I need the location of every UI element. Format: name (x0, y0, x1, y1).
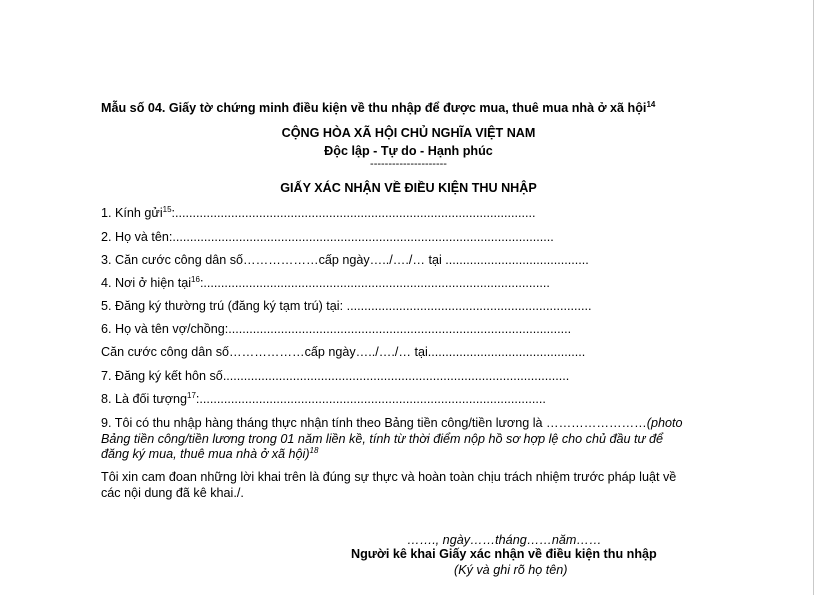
field-full-name: 2. Họ và tên:............................................................................................................. (101, 230, 554, 244)
divider: --------------------- (370, 158, 447, 170)
document-title: GIẤY XÁC NHẬN VỀ ĐIỀU KIỆN THU NHẬP (280, 181, 537, 195)
field-spouse-name: 6. Họ và tên vợ/chồng:.................................................................................................. (101, 322, 572, 336)
commitment-line1: Tôi xin cam đoan những lời khai trên là đúng sự thực và hoàn toàn chịu trách nhiệm trước pháp luật về (101, 470, 677, 484)
fill-in-dots: ................................................................................................... (222, 369, 570, 383)
fill-in-dots: .................................................................................................. (228, 322, 572, 336)
field-recipient: 1. Kính gửi$^{15}$:....................................................................................................... (101, 205, 536, 220)
field-current-residence: 4. Nơi ở hiện tại$^{16}$:................................................................................................... (101, 275, 550, 290)
field-permanent-residence: 5. Đăng ký thường trú (đăng ký tạm trú) tại: ...................................................................... (101, 299, 592, 313)
fill-in-dots: ............................................................................................................. (172, 230, 554, 244)
motto: Độc lập - Tự do - Hạnh phúc (324, 144, 493, 158)
field-spouse-id-card: Căn cước công dân số………………cấp ngày…../…./… tại............................................. (101, 345, 586, 359)
footnote-marker: 14 (646, 100, 656, 109)
signature-instruction: (Ký và ghi rõ họ tên) (454, 563, 568, 577)
fill-in-dots: ......................................... (445, 253, 589, 267)
fill-in-dots: ............................................. (427, 345, 586, 359)
form-title: Mẫu số 04. Giấy tờ chứng minh điều kiện về thu nhập để được mua, thuê mua nhà ở xã hội$^{14}$ (101, 100, 656, 115)
fill-in-dots: :................................................................................................... (199, 276, 550, 290)
date-line: ……., ngày……tháng……năm…… (407, 533, 602, 547)
nation-heading: CỘNG HÒA XÃ HỘI CHỦ NGHĨA VIỆT NAM (281, 126, 536, 140)
fill-in-dots: :....................................................................................................... (171, 206, 536, 220)
income-statement-line1: 9. Tôi có thu nhập hàng tháng thực nhận tính theo Bảng tiền công/tiền lương là ……………………(photo (101, 416, 683, 430)
commitment-line2: các nội dung đã kê khai./. (101, 486, 244, 500)
income-statement-line2: Bảng tiền công/tiền lương trong 01 năm liền kề, tính từ thời điểm nộp hồ sơ hợp lệ cho chủ đầu tư để (101, 432, 663, 446)
income-statement-line3: đăng ký mua, thuê mua nhà ở xã hội)$^{18}$ (101, 446, 319, 461)
fill-in-dots: :................................................................................................... (195, 392, 546, 406)
fill-in-dots: ...................................................................... (346, 299, 592, 313)
field-id-card: 3. Căn cước công dân số………………cấp ngày…../…./… tại ......................................... (101, 253, 589, 267)
field-subject-category: 8. Là đối tượng$^{17}$:................................................................................................... (101, 391, 546, 406)
declarant-title: Người kê khai Giấy xác nhận về điều kiện thu nhập (351, 547, 657, 561)
field-marriage-registration: 7. Đăng ký kết hôn số................................................................................................... (101, 369, 570, 383)
